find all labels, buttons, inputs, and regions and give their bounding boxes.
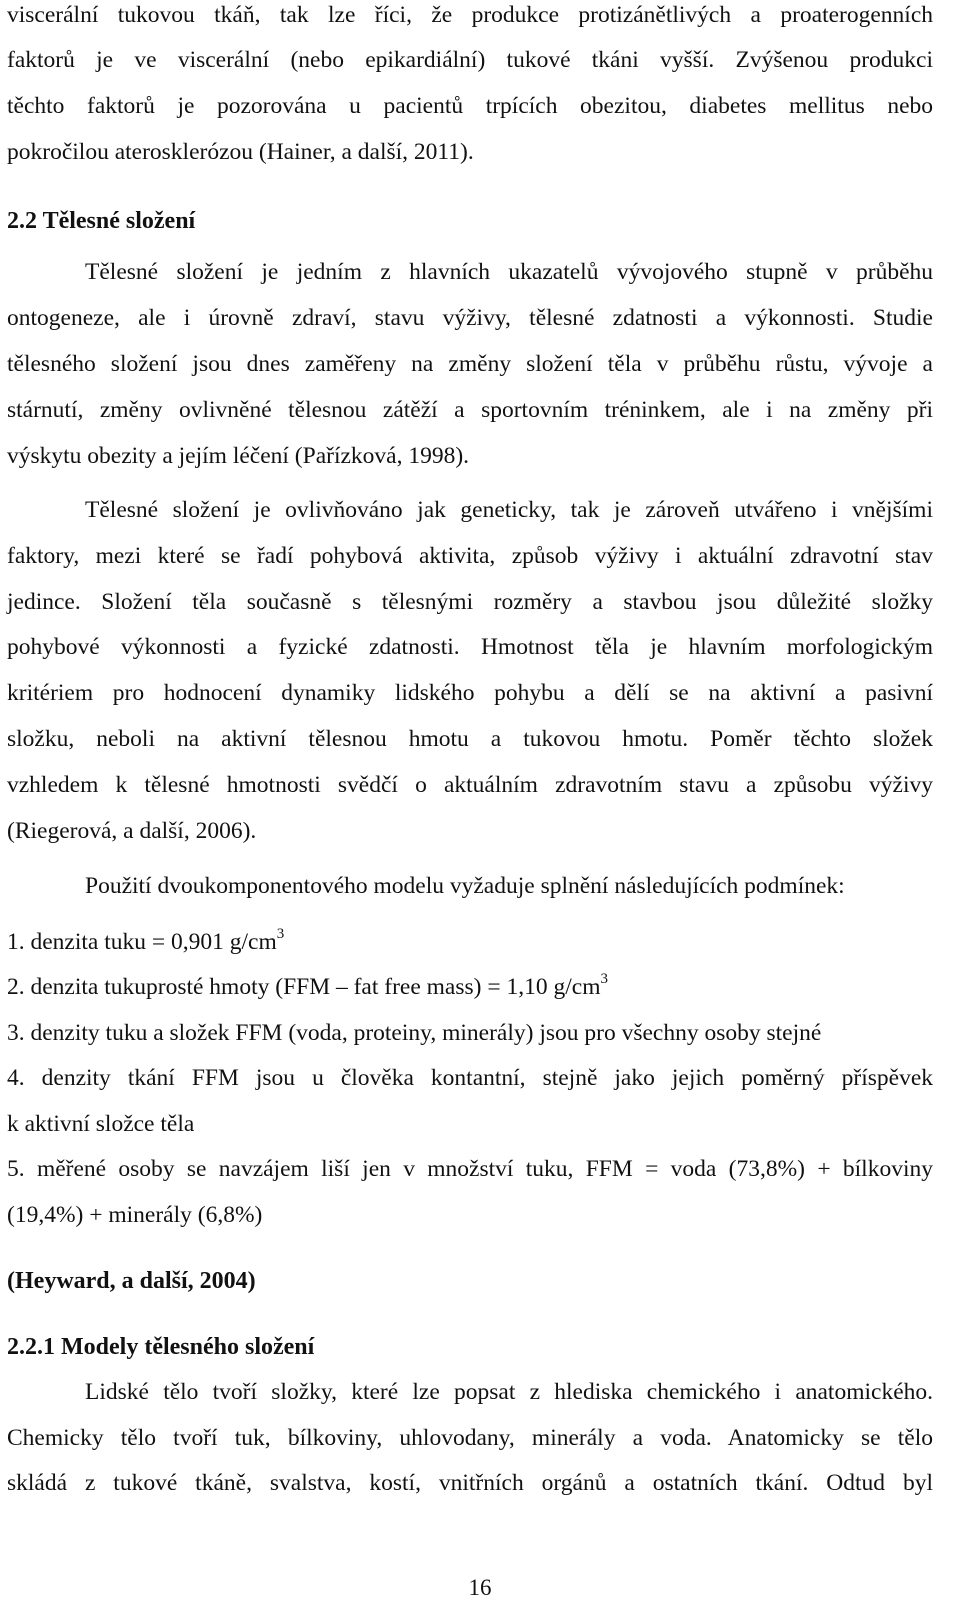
section-heading: 2.2 Tělesné složení [7, 208, 196, 234]
condition-item-2 [7, 972, 933, 1002]
page-number: 16 [468, 1575, 492, 1600]
condition-item-5-line-1: 5. měřené osoby se navzájem liší jen v množství tuku, FFM = voda (73,8%) + bílkoviny [7, 1156, 933, 1182]
condition-item-4-line-1: 4. denzity tkání FFM jsou u člověka kontantní, stejně jako jejich poměrný příspěvek [7, 1065, 933, 1091]
p2-line-7: vzhledem k tělesné hmotnosti svědčí o aktuálním zdravotním stavu a způsobu výživy [7, 772, 933, 798]
p1-line-4: stárnutí, změny ovlivněné tělesnou zátěží a sportovním tréninkem, ale i na změny při [7, 397, 933, 423]
intro-line-3: těchto faktorů je pozorována u pacientů trpících obezitou, diabetes mellitus nebo [7, 93, 933, 119]
p4-line-1: Lidské tělo tvoří složky, které lze popsat z hlediska chemického i anatomického. [85, 1379, 933, 1405]
condition-item-2-exponent: 3 [600, 971, 608, 987]
p2-line-6: složku, neboli na aktivní tělesnou hmotu a tukovou hmotu. Poměr těchto složek [7, 726, 933, 752]
condition-item-3: 3. denzity tuku a složek FFM (voda, proteiny, minerály) jsou pro všechny osoby stejné [7, 1020, 822, 1046]
condition-item-2-text: 2. denzita tukuprosté hmoty (FFM – fat free mass) = 1,10 g/cm [7, 974, 601, 1000]
p4-line-2: Chemicky tělo tvoří tuk, bílkoviny, uhlovodany, minerály a voda. Anatomicky se tělo [7, 1425, 933, 1451]
p2-line-1: Tělesné složení je ovlivňováno jak geneticky, tak je zároveň utvářeno i vnějšími [85, 497, 933, 523]
p2-line-8: (Riegerová, a další, 2006). [7, 818, 257, 844]
intro-line-1: viscerální tukovou tkáň, tak lze říci, že produkce protizánětlivých a proaterogenních [7, 2, 933, 28]
p2-line-4: pohybové výkonnosti a fyzické zdatnosti. Hmotnost těla je hlavním morfologickým [7, 634, 933, 660]
p3-line-1: Použití dvoukomponentového modelu vyžaduje splnění následujících podmínek: [85, 873, 845, 899]
subsection-heading: 2.2.1 Modely tělesného složení [7, 1334, 315, 1360]
p4-line-3: skládá z tukové tkáně, svalstva, kostí, vnitřních orgánů a ostatních tkání. Odtud byl [7, 1470, 933, 1496]
p2-line-5: kritériem pro hodnocení dynamiky lidského pohybu a dělí se na aktivní a pasivní [7, 680, 933, 706]
condition-item-5-line-2: (19,4%) + minerály (6,8%) [7, 1202, 263, 1228]
condition-item-1 [7, 927, 933, 957]
p2-line-3: jedince. Složení těla současně s tělesnými rozměry a stavbou jsou důležité složky [7, 589, 933, 615]
intro-line-2: faktorů je ve viscerální (nebo epikardiální) tukové tkáni vyšší. Zvýšenou produkci [7, 47, 933, 73]
condition-item-1-exponent: 3 [276, 926, 285, 942]
p1-line-3: tělesného složení jsou dnes zaměřeny na změny složení těla v průběhu růstu, vývoje a [7, 351, 933, 377]
citation: (Heyward, a další, 2004) [7, 1268, 256, 1294]
condition-item-4-line-2: k aktivní složce těla [7, 1111, 195, 1137]
p1-line-2: ontogeneze, ale i úrovně zdraví, stavu výživy, tělesné zdatnosti a výkonnosti. Studie [7, 305, 933, 331]
condition-item-1-text: 1. denzita tuku = 0,901 g/cm [7, 929, 277, 955]
intro-line-4: pokročilou aterosklerózou (Hainer, a další, 2011). [7, 139, 474, 165]
p1-line-5: výskytu obezity a jejím léčení (Pařízková, 1998). [7, 443, 470, 469]
p1-line-1: Tělesné složení je jedním z hlavních ukazatelů vývojového stupně v průběhu [85, 259, 933, 285]
p2-line-2: faktory, mezi které se řadí pohybová aktivita, způsob výživy i aktuální zdravotní stav [7, 543, 933, 569]
